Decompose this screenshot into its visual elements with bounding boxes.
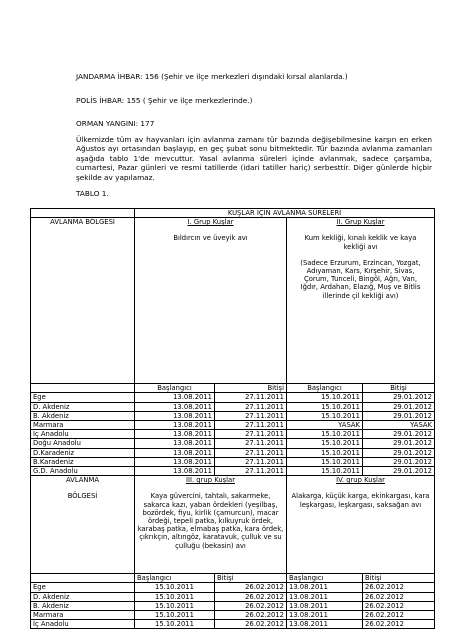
cell-g1-start: 13.08.2011 — [135, 402, 215, 411]
cell-region: Ege — [31, 583, 135, 592]
cell-g2-end: 29.01.2012 — [363, 411, 435, 420]
group4-header — [287, 476, 435, 574]
table-row — [31, 448, 435, 457]
cell-g1-start: 13.08.2011 — [135, 467, 215, 476]
cell-g2-end: 29.01.2012 — [363, 430, 435, 439]
cell-g1-start: 13.08.2011 — [135, 430, 215, 439]
table-row — [31, 467, 435, 476]
cell-g1-end: 27.11.2011 — [215, 467, 287, 476]
cell-g1-start: 13.08.2011 — [135, 393, 215, 402]
cell-g2-start: 15.10.2011 — [287, 467, 363, 476]
cell-g4-start: 13.08.2011 — [287, 601, 363, 610]
cell-g3-start: 15.10.2011 — [135, 601, 215, 610]
table-row — [31, 411, 435, 420]
table-row — [31, 620, 435, 629]
cell-g4-end: 26.02.2012 — [363, 611, 435, 620]
cell-g3-start: 15.10.2011 — [135, 583, 215, 592]
group4-name: IV. grup Kuşlar — [336, 476, 385, 485]
cell-g1-end: 27.11.2011 — [215, 448, 287, 457]
cell-g3-end: 26.02.2012 — [215, 601, 287, 610]
group3-species: Kaya güvercini, tahtalı, sakarmeke, sakarca kazı, yaban ördekleri (yeşilbaş, bozördek, fiyu, kirlik (çamurcun), macar ördeği, tepeli patka, kılkuyruk ördek, karabaş patka, elmabaş patka, kara ördek, çıkrıkçın, altıngöz, karatavuk, çulluk ve su çulluğu (bekasin) avı — [137, 492, 284, 550]
section2-region-line1: AVLANMA — [65, 476, 100, 485]
group2-species: Kum kekliği, kınalı keklik ve kaya kekliği avı — [304, 234, 417, 251]
cell-g4-start: 13.08.2011 — [287, 611, 363, 620]
cell-region: G.D. Anadolu — [31, 467, 135, 476]
cell-g2-end: 29.01.2012 — [363, 467, 435, 476]
cell-g4-end: 26.02.2012 — [363, 601, 435, 610]
cell-g4-end: 26.02.2012 — [363, 583, 435, 592]
g1-start-label: Başlangıcı — [135, 384, 215, 393]
cell-g1-end: 27.11.2011 — [215, 457, 287, 466]
region-header: AVLANMA BÖLGESİ — [31, 218, 135, 384]
g3-end-label: Bitişi — [215, 574, 287, 583]
cell-g2-start: 15.10.2011 — [287, 402, 363, 411]
group3-header — [135, 476, 287, 574]
cell-g2-end: 29.01.2012 — [363, 402, 435, 411]
cell-g1-end: 27.11.2011 — [215, 393, 287, 402]
cell-g3-start: 15.10.2011 — [135, 620, 215, 629]
cell-g2-start: 15.10.2011 — [287, 439, 363, 448]
cell-region: Marmara — [31, 421, 135, 430]
cell-region: D. Akdeniz — [31, 592, 135, 601]
section1-rows — [31, 393, 435, 476]
group4-species: Alakarga, küçük karga, ekinkargası, kara leşkargası, leşkargası, saksağan avı — [291, 492, 430, 509]
cell-region: İç Anadolu — [31, 620, 135, 629]
cell-g1-end: 27.11.2011 — [215, 430, 287, 439]
orman-line: ORMAN YANGINI: 177 — [76, 119, 155, 128]
table-row — [31, 393, 435, 402]
cell-g1-start: 13.08.2011 — [135, 411, 215, 420]
cell-region: Ege — [31, 393, 135, 402]
group2-header — [287, 218, 435, 384]
cell-g2-start: 15.10.2011 — [287, 457, 363, 466]
cell-g4-start: 13.08.2011 — [287, 620, 363, 629]
group1-species: Bıldırcın ve üveyik avı — [173, 234, 248, 243]
cell-g3-end: 26.02.2012 — [215, 583, 287, 592]
table-label: TABLO 1. — [76, 189, 109, 198]
cell-g2-start: 15.10.2011 — [287, 411, 363, 420]
g2-start-label: Başlangıcı — [287, 384, 363, 393]
table-row — [31, 583, 435, 592]
table-row — [31, 592, 435, 601]
section2-rows — [31, 583, 435, 629]
cell-g3-end: 26.02.2012 — [215, 620, 287, 629]
table-row — [31, 421, 435, 430]
polis-line: POLİS İHBAR: 155 ( Şehir ve ilçe merkezlerinde.) — [76, 96, 253, 105]
g3-start-label: Başlangıcı — [135, 574, 215, 583]
cell-g2-end: 29.01.2012 — [363, 448, 435, 457]
cell-g1-start: 13.08.2011 — [135, 448, 215, 457]
cell-g3-start: 15.10.2011 — [135, 592, 215, 601]
cell-g2-start: 15.10.2011 — [287, 430, 363, 439]
group1-name: I. Grup Kuşlar — [187, 218, 234, 227]
cell-g3-end: 26.02.2012 — [215, 592, 287, 601]
cell-g4-start: 13.08.2011 — [287, 592, 363, 601]
cell-region: B. Akdeniz — [31, 601, 135, 610]
cell-g1-end: 27.11.2011 — [215, 421, 287, 430]
g1-end-label: Bitişi — [215, 384, 287, 393]
cell-g4-start: 13.08.2011 — [287, 583, 363, 592]
cell-g2-start: YASAK — [287, 421, 363, 430]
cell-g1-start: 13.08.2011 — [135, 439, 215, 448]
cell-region: D.Karadeniz — [31, 448, 135, 457]
cell-g2-end: 29.01.2012 — [363, 457, 435, 466]
cell-g3-start: 15.10.2011 — [135, 611, 215, 620]
section2-region-line2: BÖLGESİ — [67, 492, 98, 501]
table-row — [31, 457, 435, 466]
table-row — [31, 402, 435, 411]
group2-name: II. Grup Kuşlar — [336, 218, 385, 227]
cell-region: B. Akdeniz — [31, 411, 135, 420]
cell-region: İç Anadolu — [31, 430, 135, 439]
cell-g2-end: YASAK — [363, 421, 435, 430]
cell-region: Doğu Anadolu — [31, 439, 135, 448]
cell-g1-end: 27.11.2011 — [215, 402, 287, 411]
cell-g4-end: 26.02.2012 — [363, 620, 435, 629]
table-row — [31, 601, 435, 610]
table-row — [31, 439, 435, 448]
cell-g1-start: 13.08.2011 — [135, 457, 215, 466]
intro-paragraph: Ülkemizde tüm av hayvanları için avlanma zamanı tür bazında değişebilmesine karşın en erken Ağustos ayı ortasından başlayıp, en geç şubat sonu bitmektedir. Tür bazında avlanma zamanları aşağıda tablo 1'de mevcuttur. Yasal avlanma süreleri içinde avlanmak, sadece çarşamba, cumartesi, Pazar günleri ve resmi tatillerde (idari tatiller hariç) serbesttir. Diğer günlerde hiçbir şekilde av yapılamaz. — [76, 135, 432, 182]
g2-end-label: Bitişi — [363, 384, 435, 393]
jandarma-line: JANDARMA İHBAR: 156 (Şehir ve ilçe merkezleri dışındaki kırsal alanlarda.) — [76, 72, 348, 81]
table-title: KUŞLAR İÇİN AVLANMA SÜRELERİ — [135, 209, 435, 218]
hunting-periods-table — [30, 208, 435, 629]
cell-g2-start: 15.10.2011 — [287, 393, 363, 402]
section2-region-header — [31, 476, 135, 574]
cell-g4-end: 26.02.2012 — [363, 592, 435, 601]
group2-note: (Sadece Erzurum, Erzincan, Yozgat, Adıyaman, Kars, Kırşehir, Sivas, Çorum, Tunceli, Bingöl, Ağrı, Van, Iğdır, Ardahan, Elazığ, Muş ve Bitlis illerinde çil kekliği avı) — [300, 258, 421, 300]
g4-end-label: Bitişi — [363, 574, 435, 583]
cell-g3-end: 26.02.2012 — [215, 611, 287, 620]
cell-g2-end: 29.01.2012 — [363, 393, 435, 402]
cell-g1-start: 13.08.2011 — [135, 421, 215, 430]
cell-g1-end: 27.11.2011 — [215, 439, 287, 448]
cell-g1-end: 27.11.2011 — [215, 411, 287, 420]
table-row — [31, 430, 435, 439]
cell-g2-end: 29.01.2012 — [363, 439, 435, 448]
group1-header — [135, 218, 287, 384]
cell-region: D. Akdeniz — [31, 402, 135, 411]
group3-name: III. grup Kuşlar — [185, 476, 236, 485]
g4-start-label: Başlangıcı — [287, 574, 363, 583]
cell-region: B.Karadeniz — [31, 457, 135, 466]
cell-region: Marmara — [31, 611, 135, 620]
table-row — [31, 611, 435, 620]
cell-g2-start: 15.10.2011 — [287, 448, 363, 457]
